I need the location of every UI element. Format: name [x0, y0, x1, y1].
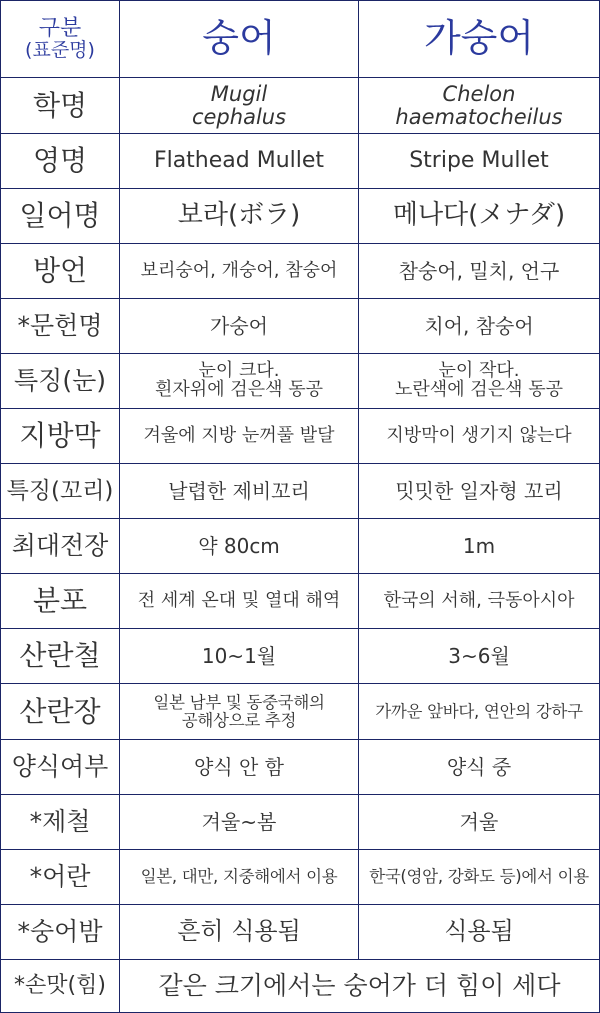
- cell-value: 전 세계 온대 및 열대 해역: [120, 574, 359, 629]
- cell-value: [120, 354, 359, 409]
- cell-value: 가까운 앞바다, 연안의 강하구: [359, 684, 600, 740]
- table-row: [0, 684, 600, 740]
- header-label-line2: (표준명): [25, 38, 95, 61]
- table-row: [0, 244, 600, 299]
- row-label: 산란장: [0, 684, 120, 740]
- table-row: [0, 574, 600, 629]
- table-row: [0, 960, 600, 1013]
- row-label: 양식여부: [0, 740, 120, 795]
- row-label: 지방막: [0, 409, 120, 464]
- cell-value: 약 80cm: [120, 519, 359, 574]
- cell-value: [359, 354, 600, 409]
- row-label: 일어명: [0, 189, 120, 244]
- cell-value: 양식 안 함: [120, 740, 359, 795]
- table-row: [0, 629, 600, 684]
- cell-value: 10~1월: [120, 629, 359, 684]
- cell-value: 겨울~봄: [120, 795, 359, 850]
- value-line: Mugil: [210, 82, 268, 107]
- value-line: cephalus: [191, 104, 287, 129]
- cell-value: [120, 684, 359, 740]
- cell-value: 3~6월: [359, 629, 600, 684]
- cell-value: 지방막이 생기지 않는다: [359, 409, 600, 464]
- row-label: 방언: [0, 244, 120, 299]
- row-label: 특징(눈): [0, 354, 120, 409]
- cell-value: 흔히 식용됨: [120, 905, 359, 960]
- header-species-2: 가숭어: [359, 0, 600, 78]
- cell-value: 한국의 서해, 극동아시아: [359, 574, 600, 629]
- cell-value: 가숭어: [120, 299, 359, 354]
- cell-value: 식용됨: [359, 905, 600, 960]
- value-line: 눈이 크다.: [198, 360, 280, 382]
- cell-value: 양식 중: [359, 740, 600, 795]
- row-label: 산란철: [0, 629, 120, 684]
- row-label: *숭어밤: [0, 905, 120, 960]
- table-row: [0, 134, 600, 189]
- cell-value: 겨울에 지방 눈꺼풀 발달: [120, 409, 359, 464]
- cell-value: 치어, 참숭어: [359, 299, 600, 354]
- table-row: [0, 299, 600, 354]
- table-row: [0, 795, 600, 850]
- cell-value: 겨울: [359, 795, 600, 850]
- cell-value: Flathead Mullet: [120, 134, 359, 189]
- header-category-label: [0, 0, 120, 78]
- value-line: 일본 남부 및 동중국해의: [153, 693, 325, 713]
- value-line: 눈이 작다.: [438, 360, 520, 382]
- cell-value: 보리숭어, 개숭어, 참숭어: [120, 244, 359, 299]
- cell-value: 한국(영암, 강화도 등)에서 이용: [359, 850, 600, 905]
- row-label: *문헌명: [0, 299, 120, 354]
- row-label: *어란: [0, 850, 120, 905]
- table-row: [0, 189, 600, 244]
- header-label-line1: 구분: [38, 16, 82, 42]
- cell-value: 1m: [359, 519, 600, 574]
- cell-value: 일본, 대만, 지중해에서 이용: [120, 850, 359, 905]
- value-line: 공해상으로 추정: [181, 710, 297, 730]
- cell-value: 보라(ボラ): [120, 189, 359, 244]
- cell-value: 메나다(メナダ): [359, 189, 600, 244]
- table-row: [0, 354, 600, 409]
- cell-value: 날렵한 제비꼬리: [120, 464, 359, 519]
- scientific-name-2: [359, 78, 600, 134]
- table-row: [0, 464, 600, 519]
- value-line: haematocheilus: [395, 104, 563, 129]
- table-row: [0, 905, 600, 960]
- value-line: 노란색에 검은색 동공: [395, 379, 563, 400]
- table-row: [0, 850, 600, 905]
- table-header-row: [0, 0, 600, 78]
- row-label: 학명: [0, 78, 120, 134]
- table-row: [0, 519, 600, 574]
- value-line: Chelon: [442, 82, 516, 107]
- row-label: 분포: [0, 574, 120, 629]
- cell-value: Stripe Mullet: [359, 134, 600, 189]
- value-line: 흰자위에 검은색 동공: [155, 379, 323, 400]
- table-row: [0, 409, 600, 464]
- merged-cell-value: 같은 크기에서는 숭어가 더 힘이 세다: [120, 960, 600, 1013]
- row-label: 영명: [0, 134, 120, 189]
- row-label: *손맛(힘): [0, 960, 120, 1013]
- scientific-name-1: [120, 78, 359, 134]
- row-label: 특징(꼬리): [0, 464, 120, 519]
- table-row: [0, 740, 600, 795]
- cell-value: 밋밋한 일자형 꼬리: [359, 464, 600, 519]
- table-row: [0, 78, 600, 134]
- header-species-1: 숭어: [120, 0, 359, 78]
- cell-value: 참숭어, 밀치, 언구: [359, 244, 600, 299]
- row-label: 최대전장: [0, 519, 120, 574]
- row-label: *제철: [0, 795, 120, 850]
